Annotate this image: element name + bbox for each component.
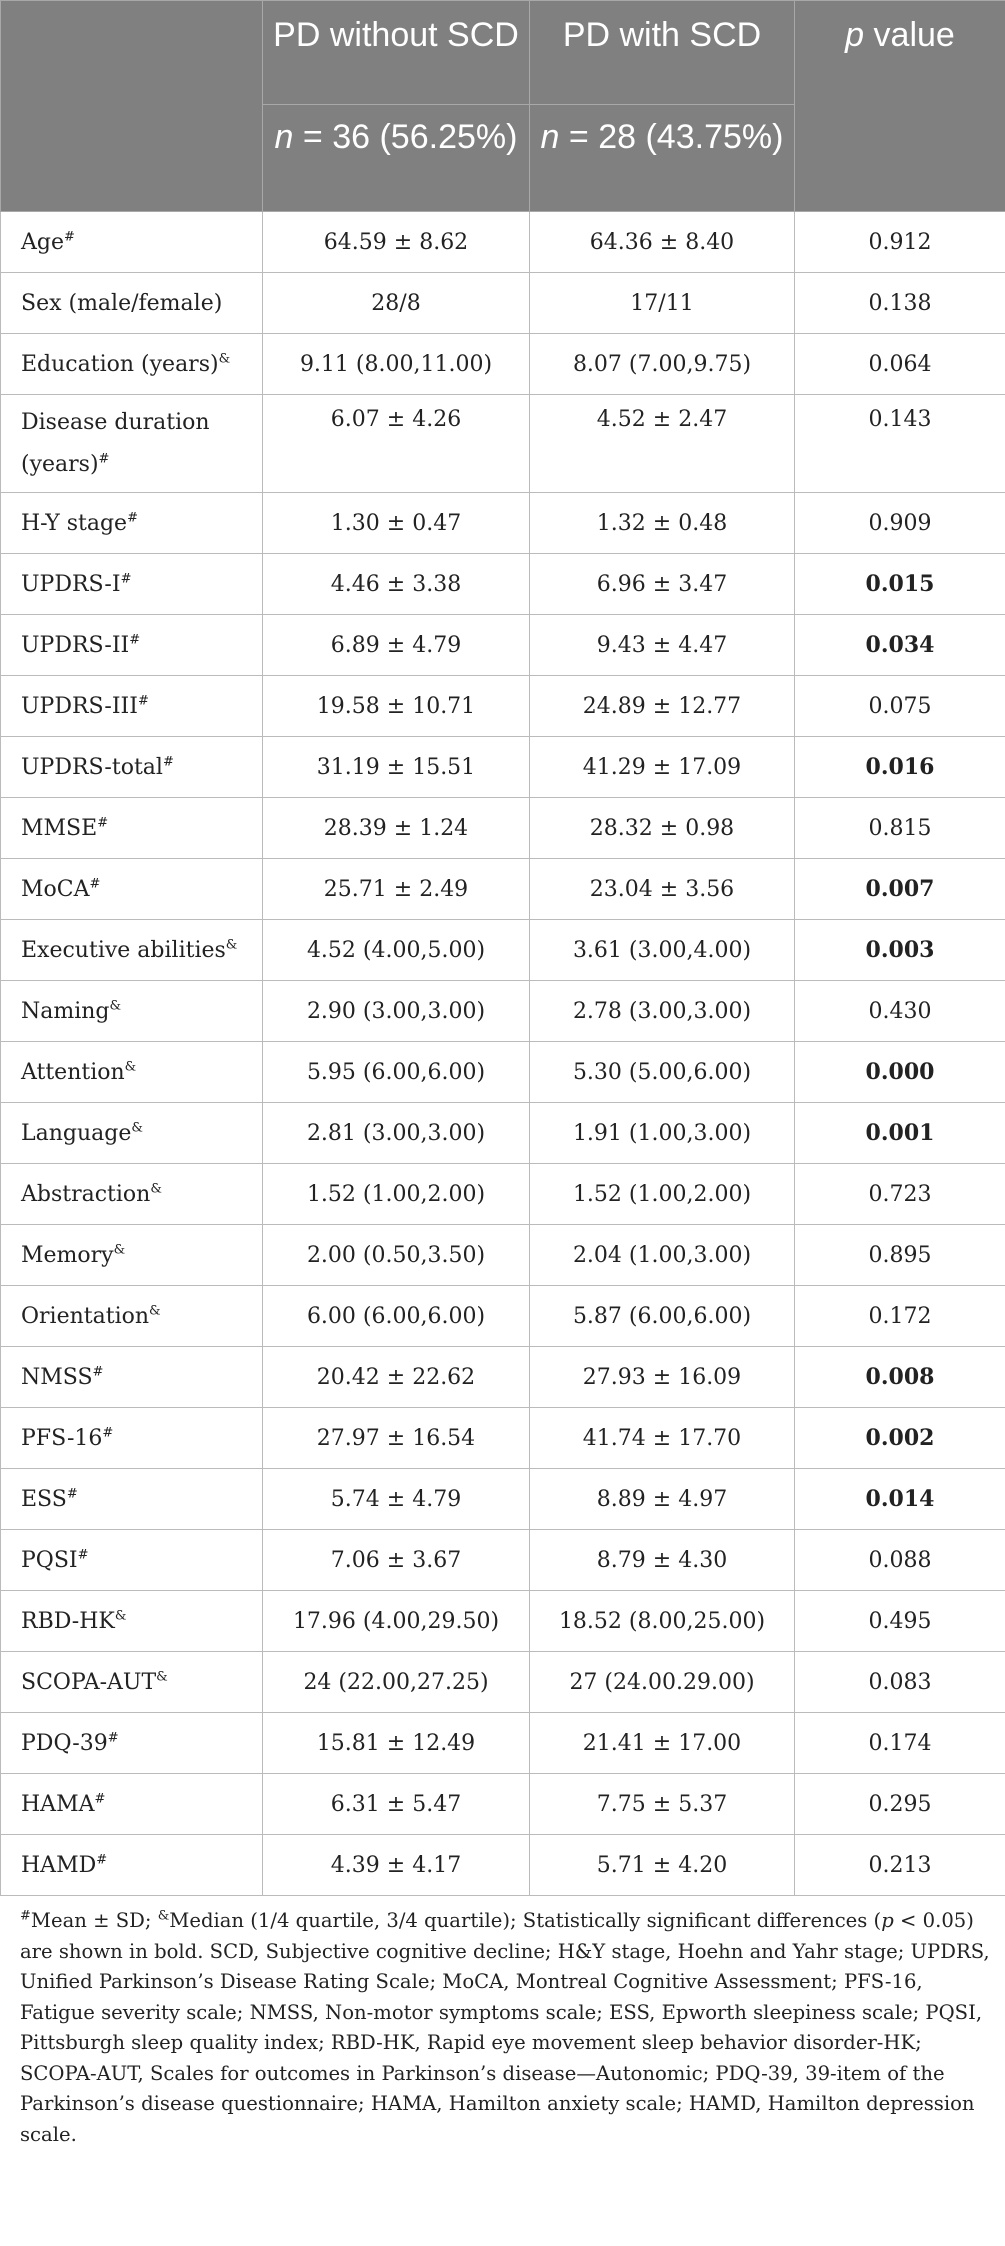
table-body <box>1 212 1005 1896</box>
value-with-scd: 1.52 (1.00,2.00) <box>530 1164 795 1225</box>
table-footnote <box>0 1896 1005 2150</box>
row-label <box>1 798 263 859</box>
row-label-text: Naming <box>21 998 110 1024</box>
value-with-scd: 17/11 <box>530 273 795 334</box>
footnote-sup-hash: # <box>20 1908 31 1924</box>
value-without-scd: 15.81 ± 12.49 <box>263 1713 530 1774</box>
row-label <box>1 1530 263 1591</box>
table-row <box>1 1164 1005 1225</box>
p-value: 0.143 <box>795 395 1005 493</box>
value-with-scd: 5.30 (5.00,6.00) <box>530 1042 795 1103</box>
table-row <box>1 1286 1005 1347</box>
p-value: 0.430 <box>795 981 1005 1042</box>
table-row <box>1 737 1005 798</box>
row-label-sup: & <box>225 937 238 953</box>
value-without-scd: 6.31 ± 5.47 <box>263 1774 530 1835</box>
header-group-without-scd: PD without SCD <box>263 1 530 105</box>
row-label <box>1 334 263 395</box>
value-without-scd: 4.39 ± 4.17 <box>263 1835 530 1896</box>
row-label-sup: # <box>66 1486 78 1502</box>
value-without-scd: 25.71 ± 2.49 <box>263 859 530 920</box>
row-label <box>1 981 263 1042</box>
value-with-scd: 8.89 ± 4.97 <box>530 1469 795 1530</box>
footnote-sup-amp: & <box>157 1908 170 1924</box>
value-with-scd: 23.04 ± 3.56 <box>530 859 795 920</box>
value-without-scd: 28.39 ± 1.24 <box>263 798 530 859</box>
p-value: 0.064 <box>795 334 1005 395</box>
row-label-sup: & <box>218 351 231 367</box>
p-value: 0.075 <box>795 676 1005 737</box>
value-with-scd: 64.36 ± 8.40 <box>530 212 795 273</box>
row-label <box>1 1774 263 1835</box>
row-label-text: Disease duration (years) <box>21 409 210 477</box>
value-without-scd: 4.46 ± 3.38 <box>263 554 530 615</box>
table-row <box>1 554 1005 615</box>
table-row <box>1 493 1005 554</box>
table-row <box>1 798 1005 859</box>
row-label-text: Orientation <box>21 1303 150 1329</box>
table-row <box>1 1042 1005 1103</box>
row-label <box>1 1347 263 1408</box>
row-label <box>1 1225 263 1286</box>
value-without-scd: 2.00 (0.50,3.50) <box>263 1225 530 1286</box>
value-without-scd: 9.11 (8.00,11.00) <box>263 334 530 395</box>
row-label-sup: # <box>64 229 75 245</box>
row-label-sup: # <box>120 571 132 587</box>
row-label-sup: # <box>107 1730 119 1746</box>
value-without-scd: 4.52 (4.00,5.00) <box>263 920 530 981</box>
p-value: 0.007 <box>795 859 1005 920</box>
row-label-text: PFS-16 <box>21 1425 103 1451</box>
value-without-scd: 2.90 (3.00,3.00) <box>263 981 530 1042</box>
header-blank-cell <box>1 1 263 212</box>
value-without-scd: 64.59 ± 8.62 <box>263 212 530 273</box>
row-label <box>1 554 263 615</box>
value-with-scd: 9.43 ± 4.47 <box>530 615 795 676</box>
row-label-text: PQSI <box>21 1547 78 1573</box>
p-value: 0.016 <box>795 737 1005 798</box>
value-with-scd: 1.32 ± 0.48 <box>530 493 795 554</box>
p-value: 0.083 <box>795 1652 1005 1713</box>
table-row <box>1 615 1005 676</box>
row-label <box>1 615 263 676</box>
p-value: 0.034 <box>795 615 1005 676</box>
row-label-sup: # <box>129 632 141 648</box>
p-value: 0.015 <box>795 554 1005 615</box>
value-with-scd: 1.91 (1.00,3.00) <box>530 1103 795 1164</box>
value-with-scd: 8.07 (7.00,9.75) <box>530 334 795 395</box>
value-without-scd: 24 (22.00,27.25) <box>263 1652 530 1713</box>
row-label-sup: # <box>102 1425 114 1441</box>
value-with-scd: 41.74 ± 17.70 <box>530 1408 795 1469</box>
value-without-scd: 2.81 (3.00,3.00) <box>263 1103 530 1164</box>
row-label <box>1 1408 263 1469</box>
p-value: 0.008 <box>795 1347 1005 1408</box>
value-without-scd: 17.96 (4.00,29.50) <box>263 1591 530 1652</box>
row-label-text: Education (years) <box>21 351 219 377</box>
row-label-sup: & <box>124 1059 137 1075</box>
row-label-text: Age <box>21 229 64 255</box>
value-with-scd: 5.71 ± 4.20 <box>530 1835 795 1896</box>
table-row <box>1 1408 1005 1469</box>
row-label-text: Attention <box>21 1059 125 1085</box>
p-value: 0.003 <box>795 920 1005 981</box>
n-count: = 28 (43.75%) <box>559 118 784 156</box>
header-n-without-scd <box>263 105 530 212</box>
row-label-sup: & <box>156 1669 168 1685</box>
footnote-p-italic: p <box>881 1909 894 1932</box>
value-without-scd: 6.89 ± 4.79 <box>263 615 530 676</box>
row-label-sup: # <box>127 510 138 526</box>
header-row <box>1 1 1005 105</box>
row-label <box>1 1652 263 1713</box>
row-label <box>1 1103 263 1164</box>
value-without-scd: 1.52 (1.00,2.00) <box>263 1164 530 1225</box>
row-label-text: HAMA <box>21 1791 95 1817</box>
value-with-scd: 4.52 ± 2.47 <box>530 395 795 493</box>
p-value: 0.002 <box>795 1408 1005 1469</box>
value-with-scd: 27 (24.00.29.00) <box>530 1652 795 1713</box>
row-label <box>1 395 263 493</box>
table-row <box>1 1835 1005 1896</box>
row-label <box>1 1713 263 1774</box>
row-label-sup: # <box>97 815 109 831</box>
row-label-text: HAMD <box>21 1852 97 1878</box>
p-value: 0.912 <box>795 212 1005 273</box>
row-label-sup: # <box>94 1791 106 1807</box>
table-row <box>1 1469 1005 1530</box>
row-label-text: Executive abilities <box>21 937 226 963</box>
row-label-text: UPDRS-total <box>21 754 163 780</box>
row-label <box>1 1591 263 1652</box>
p-italic: p <box>845 16 865 54</box>
row-label-text: UPDRS-I <box>21 571 121 597</box>
table-row <box>1 1225 1005 1286</box>
value-with-scd: 41.29 ± 17.09 <box>530 737 795 798</box>
row-label-text: UPDRS-II <box>21 632 130 658</box>
row-label-text: UPDRS-III <box>21 693 138 719</box>
table-row <box>1 334 1005 395</box>
row-label-text: NMSS <box>21 1364 93 1390</box>
p-value: 0.723 <box>795 1164 1005 1225</box>
table-row <box>1 395 1005 493</box>
row-label <box>1 1164 263 1225</box>
table-row <box>1 920 1005 981</box>
row-label-text: MoCA <box>21 876 90 902</box>
value-with-scd: 2.04 (1.00,3.00) <box>530 1225 795 1286</box>
row-label-sup: # <box>137 693 149 709</box>
row-label <box>1 1835 263 1896</box>
value-with-scd: 27.93 ± 16.09 <box>530 1347 795 1408</box>
row-label-sup: & <box>150 1181 162 1197</box>
p-value: 0.213 <box>795 1835 1005 1896</box>
table-row <box>1 1347 1005 1408</box>
footnote-part2: Median (1/4 quartile, 3/4 quartile); Statistically significant differences ( <box>169 1909 882 1932</box>
table-row <box>1 1530 1005 1591</box>
row-label <box>1 273 263 334</box>
p-value: 0.174 <box>795 1713 1005 1774</box>
footnote-part1: Mean ± SD; <box>30 1909 158 1932</box>
value-with-scd: 8.79 ± 4.30 <box>530 1530 795 1591</box>
table-row <box>1 273 1005 334</box>
header-p-value <box>795 1 1005 212</box>
row-label <box>1 1469 263 1530</box>
row-label-text: H-Y stage <box>21 510 128 536</box>
table-row <box>1 676 1005 737</box>
row-label-sup: # <box>89 876 101 892</box>
row-label <box>1 1042 263 1103</box>
table-row <box>1 1774 1005 1835</box>
value-without-scd: 28/8 <box>263 273 530 334</box>
value-without-scd: 6.00 (6.00,6.00) <box>263 1286 530 1347</box>
row-label <box>1 737 263 798</box>
p-value: 0.138 <box>795 273 1005 334</box>
row-label <box>1 920 263 981</box>
n-count: = 36 (56.25%) <box>293 118 518 156</box>
value-without-scd: 31.19 ± 15.51 <box>263 737 530 798</box>
row-label-sup: # <box>96 1852 108 1868</box>
p-value: 0.895 <box>795 1225 1005 1286</box>
row-label <box>1 859 263 920</box>
n-italic: n <box>274 118 294 156</box>
value-without-scd: 5.74 ± 4.79 <box>263 1469 530 1530</box>
row-label <box>1 676 263 737</box>
value-with-scd: 2.78 (3.00,3.00) <box>530 981 795 1042</box>
row-label-sup: & <box>149 1303 161 1319</box>
p-value: 0.172 <box>795 1286 1005 1347</box>
p-value: 0.000 <box>795 1042 1005 1103</box>
row-label-sup: & <box>131 1120 143 1136</box>
table-row <box>1 981 1005 1042</box>
row-label-sup: # <box>77 1547 89 1563</box>
header-group-with-scd: PD with SCD <box>530 1 795 105</box>
p-value: 0.088 <box>795 1530 1005 1591</box>
value-with-scd: 24.89 ± 12.77 <box>530 676 795 737</box>
table-row <box>1 1103 1005 1164</box>
table-row <box>1 1713 1005 1774</box>
value-without-scd: 20.42 ± 22.62 <box>263 1347 530 1408</box>
p-value: 0.295 <box>795 1774 1005 1835</box>
row-label-sup: # <box>98 451 110 467</box>
p-value-suffix: value <box>864 16 955 54</box>
p-value: 0.001 <box>795 1103 1005 1164</box>
value-without-scd: 27.97 ± 16.54 <box>263 1408 530 1469</box>
p-value: 0.495 <box>795 1591 1005 1652</box>
value-with-scd: 21.41 ± 17.00 <box>530 1713 795 1774</box>
p-value: 0.909 <box>795 493 1005 554</box>
row-label-sup: & <box>113 1242 126 1258</box>
n-italic: n <box>540 118 560 156</box>
value-with-scd: 5.87 (6.00,6.00) <box>530 1286 795 1347</box>
row-label-text: Sex (male/female) <box>21 290 223 316</box>
value-without-scd: 1.30 ± 0.47 <box>263 493 530 554</box>
row-label-sup: & <box>114 1608 127 1624</box>
row-label-text: Language <box>21 1120 132 1146</box>
row-label-text: Abstraction <box>21 1181 151 1207</box>
value-without-scd: 6.07 ± 4.26 <box>263 395 530 493</box>
value-with-scd: 28.32 ± 0.98 <box>530 798 795 859</box>
table-row <box>1 859 1005 920</box>
value-without-scd: 19.58 ± 10.71 <box>263 676 530 737</box>
row-label-sup: & <box>109 998 122 1014</box>
p-value: 0.014 <box>795 1469 1005 1530</box>
row-label-text: RBD-HK <box>21 1608 115 1634</box>
row-label <box>1 212 263 273</box>
footnote-part3: < 0.05) are shown in bold. SCD, Subjective cognitive decline; H&Y stage, Hoehn and Yahr stage; UPDRS, Unified Parkinson’s Disease Rating Scale; MoCA, Montreal Cognitive Assessment; PFS-16, Fatigue severity scale; NMSS, Non-motor symptoms scale; ESS, Epworth sleepiness scale; PQSI, Pittsburgh sleep quality index; RBD-HK, Rapid eye movement sleep behavior disorder-HK; SCOPA-AUT, Scales for outcomes in Parkinson’s disease—Autonomic; PDQ-39, 39-item of the Parkinson’s disease questionnaire; HAMA, Hamilton anxiety scale; HAMD, Hamilton depression scale. <box>20 1909 990 2146</box>
row-label-text: PDQ-39 <box>21 1730 108 1756</box>
value-with-scd: 6.96 ± 3.47 <box>530 554 795 615</box>
row-label-text: SCOPA-AUT <box>21 1669 157 1695</box>
value-with-scd: 18.52 (8.00,25.00) <box>530 1591 795 1652</box>
table-row <box>1 1652 1005 1713</box>
table-row <box>1 212 1005 273</box>
header-n-with-scd <box>530 105 795 212</box>
value-without-scd: 5.95 (6.00,6.00) <box>263 1042 530 1103</box>
p-value: 0.815 <box>795 798 1005 859</box>
value-with-scd: 7.75 ± 5.37 <box>530 1774 795 1835</box>
row-label <box>1 1286 263 1347</box>
row-label-text: Memory <box>21 1242 114 1268</box>
row-label-sup: # <box>92 1364 104 1380</box>
value-without-scd: 7.06 ± 3.67 <box>263 1530 530 1591</box>
row-label <box>1 493 263 554</box>
table-row <box>1 1591 1005 1652</box>
value-with-scd: 3.61 (3.00,4.00) <box>530 920 795 981</box>
row-label-text: ESS <box>21 1486 67 1512</box>
row-label-text: MMSE <box>21 815 98 841</box>
row-label-sup: # <box>162 754 174 770</box>
